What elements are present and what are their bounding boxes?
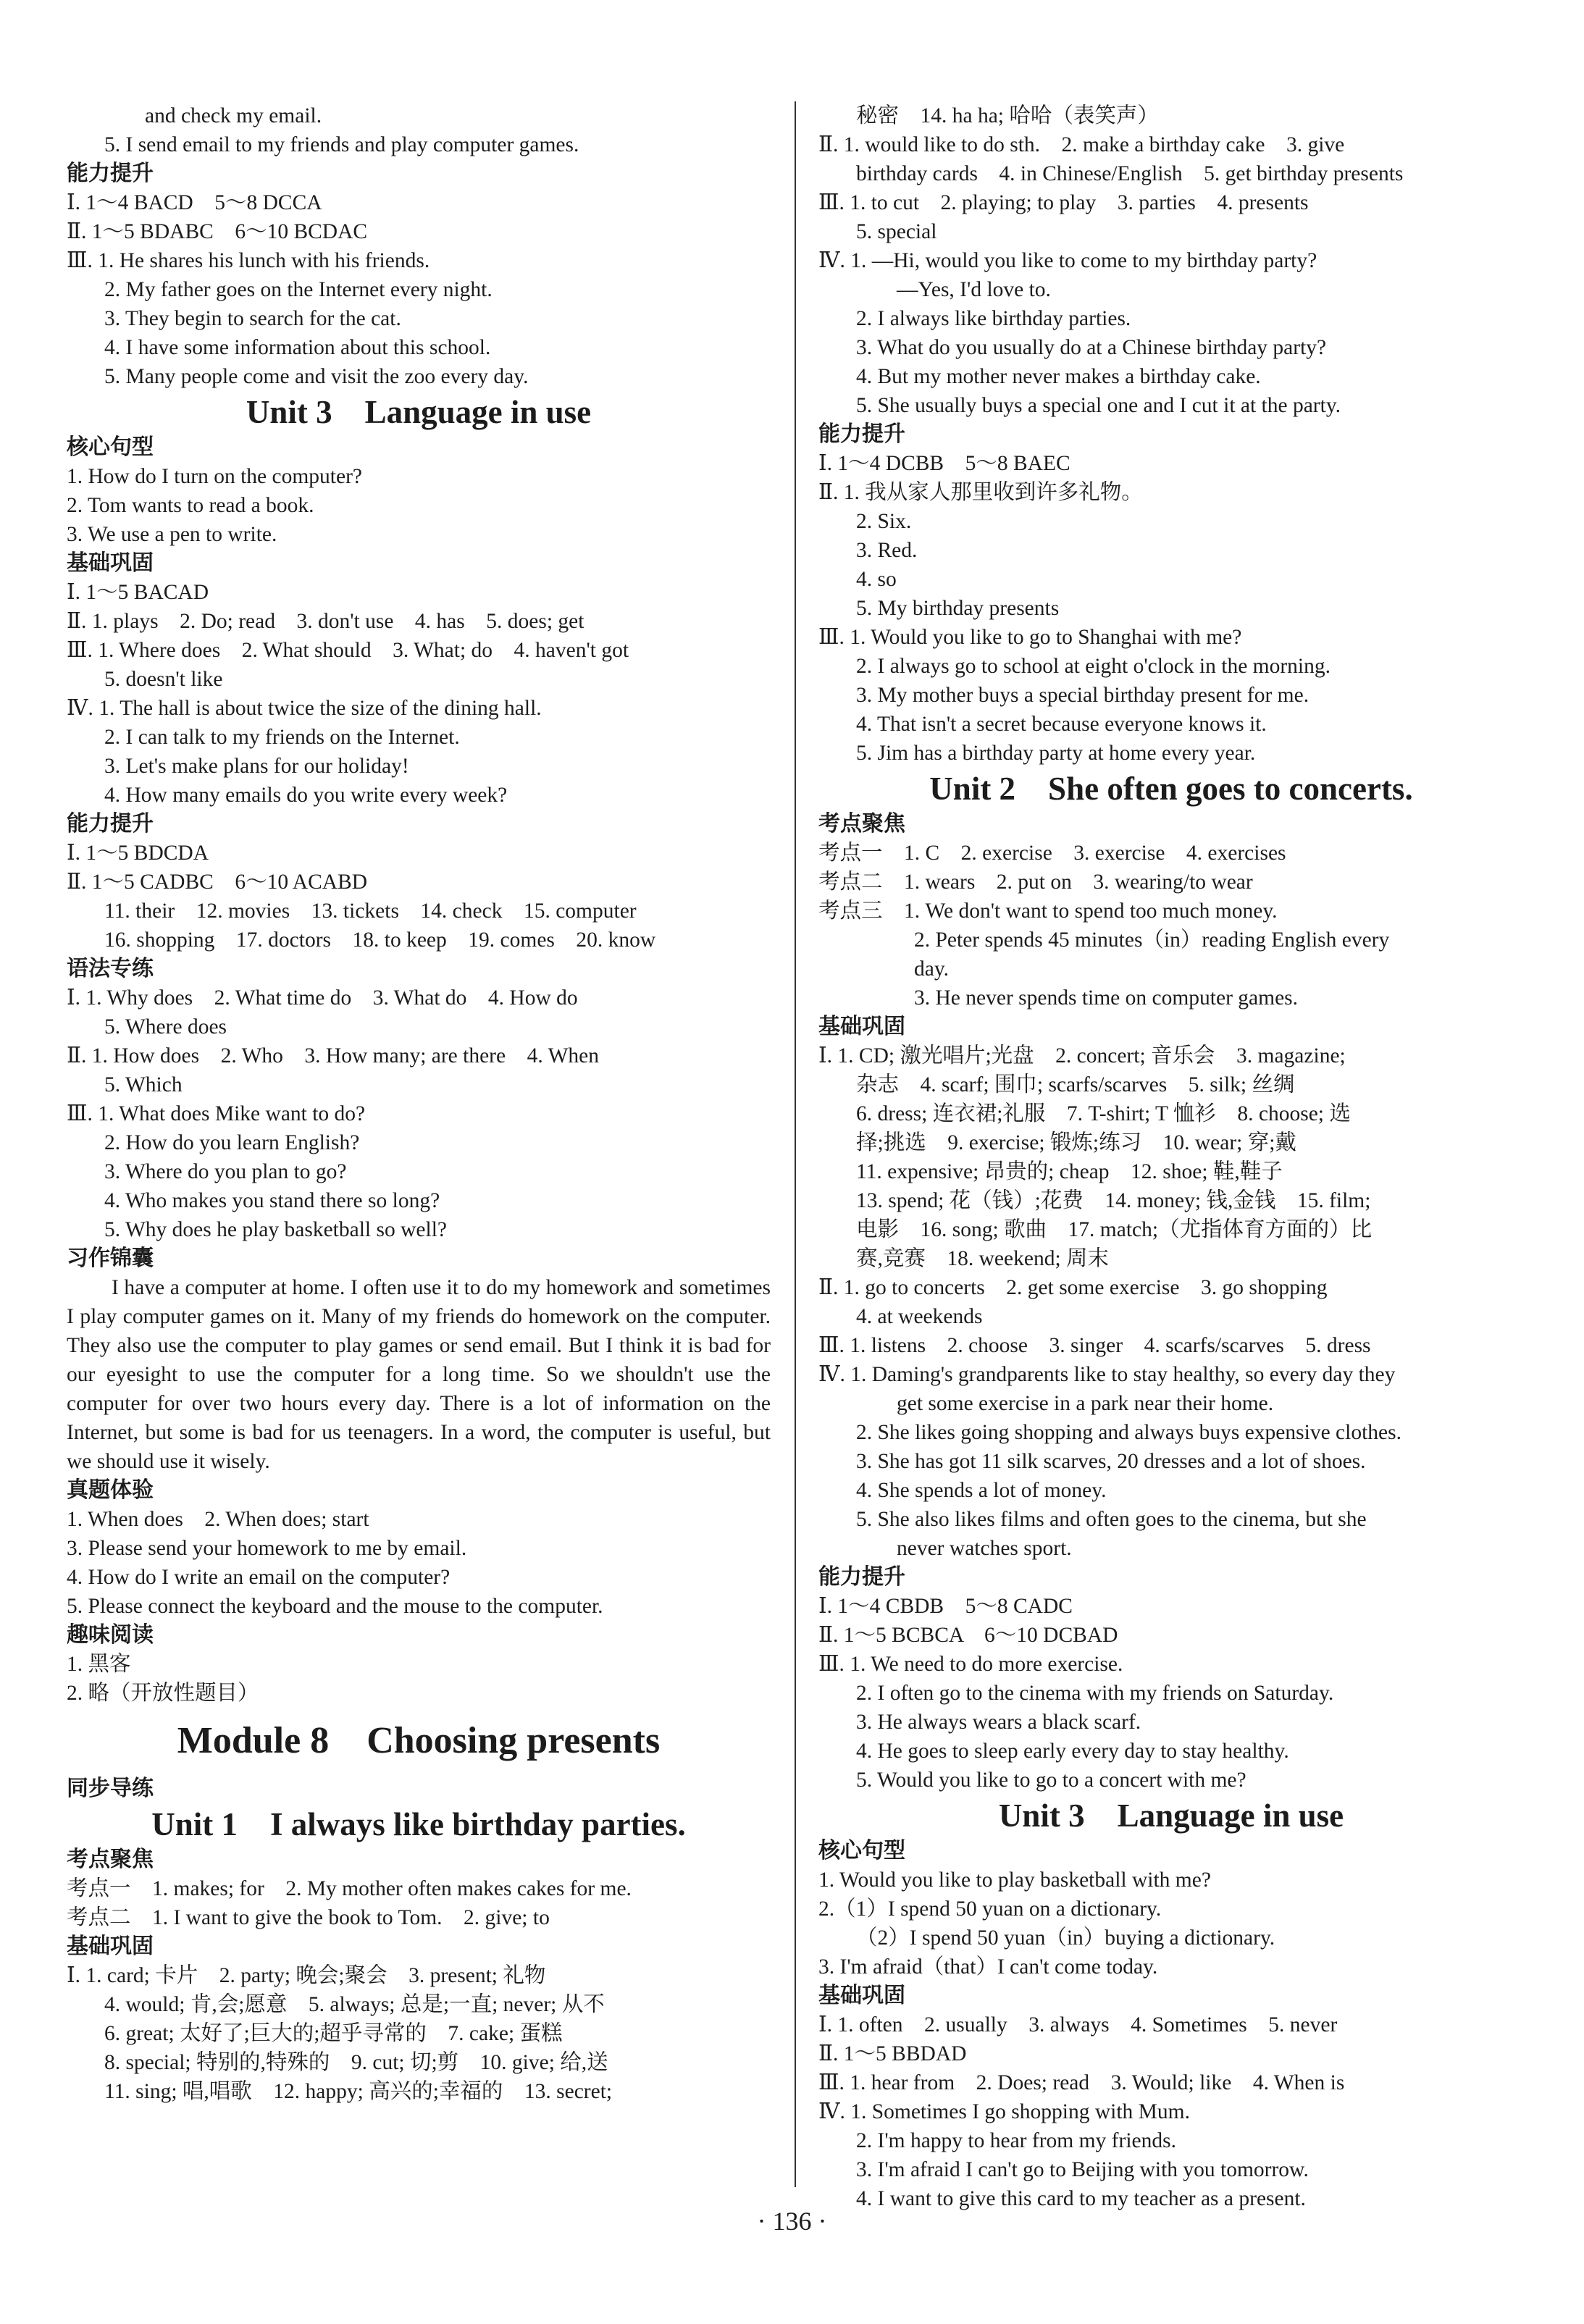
answer-line: Ⅳ. 1. —Hi, would you like to come to my birthday party? xyxy=(818,249,1317,272)
answer-line: 3. Red. xyxy=(856,539,918,562)
answer-line: 11. their 12. movies 13. tickets 14. check 15. computer xyxy=(104,899,637,923)
section-heading: 能力提升 xyxy=(818,1564,905,1590)
answer-line: Ⅲ. 1. listens 2. choose 3. singer 4. scarfs/scarves 5. dress xyxy=(818,1334,1371,1357)
answer-line: Ⅱ. 1～5 CADBC 6～10 ACABD xyxy=(67,871,368,894)
answer-line: 考点二 1. wears 2. put on 3. wearing/to wear xyxy=(818,871,1253,894)
answer-line: 2. I'm happy to hear from my friends. xyxy=(856,2129,1176,2152)
answer-line: 4. He goes to sleep early every day to stay healthy. xyxy=(856,1740,1289,1763)
answer-line: 5. special xyxy=(856,220,937,243)
answer-line: 4. I want to give this card to my teacher as a present. xyxy=(856,2187,1306,2210)
answer-line: 3. Please send your homework to me by email. xyxy=(67,1537,467,1560)
right-column xyxy=(818,101,1524,2213)
answer-line: Ⅳ. 1. Sometimes I go shopping with Mum. xyxy=(818,2100,1190,2123)
answer-line: 2. My father goes on the Internet every night. xyxy=(104,278,493,301)
answer-line: 3. She has got 11 silk scarves, 20 dresses and a lot of shoes. xyxy=(856,1450,1366,1473)
answer-line: 2. I often go to the cinema with my friends on Saturday. xyxy=(856,1682,1334,1705)
answer-line: Ⅱ. 1～5 BCBCA 6～10 DCBAD xyxy=(818,1624,1118,1647)
answer-line: 6. dress; 连衣裙;礼服 7. T-shirt; T 恤衫 8. choose; 选 xyxy=(856,1102,1351,1125)
answer-line: 5. doesn't like xyxy=(104,668,223,691)
answer-line: Ⅳ. 1. The hall is about twice the size of the dining hall. xyxy=(67,697,542,720)
answer-line: Ⅰ. 1～5 BACAD xyxy=(67,581,209,604)
answer-line: Ⅰ. 1～4 DCBB 5～8 BAEC xyxy=(818,452,1070,475)
answer-line: 5. Jim has a birthday party at home every year. xyxy=(856,742,1256,765)
answer-line: Ⅲ. 1. We need to do more exercise. xyxy=(818,1653,1123,1676)
answer-line: 2. Tom wants to read a book. xyxy=(67,494,314,517)
answer-line: 1. How do I turn on the computer? xyxy=(67,465,362,488)
answer-line: 3. He always wears a black scarf. xyxy=(856,1711,1141,1734)
answer-line: 3. Let's make plans for our holiday! xyxy=(104,755,409,778)
unit-title: Unit 3 Language in use xyxy=(998,1797,1344,1834)
answer-line: 杂志 4. scarf; 围巾; scarfs/scarves 5. silk; 丝绸 xyxy=(856,1073,1295,1096)
answer-line: Ⅰ. 1. card; 卡片 2. party; 晚会;聚会 3. present; 礼物 xyxy=(67,1964,546,1987)
answer-line: never watches sport. xyxy=(897,1537,1072,1560)
module-title: Module 8 Choosing presents xyxy=(177,1720,661,1761)
answer-line: 5. Which xyxy=(104,1073,183,1096)
answer-line: 4. She spends a lot of money. xyxy=(856,1479,1107,1502)
answer-line: Ⅱ. 1. would like to do sth. 2. make a birthday cake 3. give xyxy=(818,133,1345,156)
answer-line: 5. My birthday presents xyxy=(856,597,1060,620)
answer-line: Ⅱ. 1. plays 2. Do; read 3. don't use 4. has 5. does; get xyxy=(67,610,584,633)
answer-line: 2. 略（开放性题目） xyxy=(67,1682,259,1705)
section-heading: 语法专练 xyxy=(67,956,154,981)
answer-line: Ⅰ. 1. often 2. usually 3. always 4. Sometimes 5. never xyxy=(818,2013,1338,2036)
answer-line: Ⅲ. 1. He shares his lunch with his friends. xyxy=(67,249,430,272)
answer-line: 2. I always go to school at eight o'clock in the morning. xyxy=(856,655,1331,678)
answer-line: 4. at weekends xyxy=(856,1305,983,1328)
answer-line: Ⅰ. 1～4 BACD 5～8 DCCA xyxy=(67,191,322,214)
answer-line: 考点三 1. We don't want to spend too much money. xyxy=(818,899,1278,923)
section-heading: 同步导练 xyxy=(67,1776,154,1801)
answer-line: 秘密 14. ha ha; 哈哈（表笑声） xyxy=(856,104,1159,127)
answer-line: Ⅰ. 1. Why does 2. What time do 3. What do 4. How do xyxy=(67,986,578,1010)
section-heading: 基础巩固 xyxy=(67,1934,154,1959)
section-heading: 真题体验 xyxy=(67,1477,154,1503)
column-divider xyxy=(795,101,796,2187)
answer-line: Ⅲ. 1. Would you like to go to Shanghai with me? xyxy=(818,626,1242,649)
answer-line: 4. so xyxy=(856,568,897,591)
answer-line: 5. Many people come and visit the zoo every day. xyxy=(104,365,529,388)
page-number: · 136 · xyxy=(757,2207,827,2236)
answer-line: 考点一 1. makes; for 2. My mother often makes cakes for me. xyxy=(67,1877,632,1900)
answer-line: Ⅲ. 1. What does Mike want to do? xyxy=(67,1102,366,1125)
answer-line: 4. That isn't a secret because everyone knows it. xyxy=(856,713,1267,736)
answer-line: 6. great; 太好了;巨大的;超乎寻常的 7. cake; 蛋糕 xyxy=(104,2022,563,2045)
answer-line: 1. 黑客 xyxy=(67,1653,131,1676)
answer-line: 3. Where do you plan to go? xyxy=(104,1160,347,1183)
answer-line: 11. expensive; 昂贵的; cheap 12. shoe; 鞋,鞋子 xyxy=(856,1160,1283,1183)
answer-line: 13. spend; 花（钱）;花费 14. money; 钱,金钱 15. film; xyxy=(856,1189,1371,1212)
answer-line: 赛,竞赛 18. weekend; 周末 xyxy=(856,1247,1110,1270)
answer-line: Ⅲ. 1. hear from 2. Does; read 3. Would; like 4. When is xyxy=(818,2071,1345,2094)
left-column xyxy=(67,101,771,2106)
answer-line: 16. shopping 17. doctors 18. to keep 19. comes 20. know xyxy=(104,928,656,952)
answer-line: day. xyxy=(914,957,950,981)
answer-line: Ⅲ. 1. to cut 2. playing; to play 3. parties 4. presents xyxy=(818,191,1309,214)
unit-title: Unit 2 She often goes to concerts. xyxy=(929,771,1413,807)
answer-line: 4. But my mother never makes a birthday cake. xyxy=(856,365,1261,388)
section-heading: 习作锦囊 xyxy=(67,1246,154,1271)
answer-line: 1. Would you like to play basketball with me? xyxy=(818,1868,1211,1892)
answer-line: and check my email. xyxy=(145,104,322,127)
answer-line: 3. He never spends time on computer games. xyxy=(914,986,1299,1010)
section-heading: 基础巩固 xyxy=(818,1014,905,1039)
answer-line: 2.（1）I spend 50 yuan on a dictionary. xyxy=(818,1897,1162,1921)
answer-line: 5. She usually buys a special one and I cut it at the party. xyxy=(856,394,1341,417)
answer-line: 2. How do you learn English? xyxy=(104,1131,360,1154)
answer-line: 3. They begin to search for the cat. xyxy=(104,307,401,330)
answer-line: 3. What do you usually do at a Chinese birthday party? xyxy=(856,336,1327,359)
unit-title: Unit 1 I always like birthday parties. xyxy=(151,1806,686,1842)
answer-line: birthday cards 4. in Chinese/English 5. get birthday presents xyxy=(856,162,1404,185)
answer-line: 8. special; 特别的,特殊的 9. cut; 切;剪 10. give; 给,送 xyxy=(104,2051,608,2074)
paragraph: I have a computer at home. I often use it to do my homework and sometimes I play computer games on it. Many of my friends do homework on the computer. They also use the computer to play games or send email. But I think it is bad for our eyesight to use the computer for a long time. So we shouldn't use the computer for over two hours every day. There is a lot of information on the Internet, but some is bad for us teenagers. In a word, the computer is useful, but we should use it wisely. xyxy=(67,1276,771,1473)
answer-line: 3. I'm afraid（that）I can't come today. xyxy=(818,1955,1158,1979)
answer-line: —Yes, I'd love to. xyxy=(897,278,1051,301)
answer-line: Ⅱ. 1. go to concerts 2. get some exercise 3. go shopping xyxy=(818,1276,1328,1299)
answer-line: 5. I send email to my friends and play computer games. xyxy=(104,133,579,156)
answer-line: 考点二 1. I want to give the book to Tom. 2. give; to xyxy=(67,1906,550,1929)
section-heading: 核心句型 xyxy=(818,1838,905,1863)
section-heading: 考点聚焦 xyxy=(67,1847,154,1872)
answer-line: 3. I'm afraid I can't go to Beijing with you tomorrow. xyxy=(856,2158,1309,2181)
answer-line: 4. How do I write an email on the computer? xyxy=(67,1566,451,1589)
answer-line: 5. Would you like to go to a concert with me? xyxy=(856,1769,1246,1792)
answer-line: 4. Who makes you stand there so long? xyxy=(104,1189,440,1212)
answer-line: Ⅲ. 1. Where does 2. What should 3. What; do 4. haven't got xyxy=(67,639,629,662)
answer-line: 3. We use a pen to write. xyxy=(67,523,277,546)
answer-line: Ⅳ. 1. Daming's grandparents like to stay healthy, so every day they xyxy=(818,1363,1396,1386)
answer-line: 2. Six. xyxy=(856,510,912,533)
section-heading: 能力提升 xyxy=(67,811,154,836)
answer-line: Ⅱ. 1. 我从家人那里收到许多礼物。 xyxy=(818,481,1143,504)
answer-line: 11. sing; 唱,唱歌 12. happy; 高兴的;幸福的 13. secret; xyxy=(104,2080,613,2103)
section-heading: 考点聚焦 xyxy=(818,811,905,836)
answer-line: Ⅱ. 1. How does 2. Who 3. How many; are there 4. When xyxy=(67,1044,600,1067)
answer-line: 4. I have some information about this school. xyxy=(104,336,491,359)
section-heading: 核心句型 xyxy=(67,435,154,460)
section-heading: 基础巩固 xyxy=(67,550,154,576)
answer-line: 5. She also likes films and often goes to the cinema, but she xyxy=(856,1508,1367,1531)
answer-line: 电影 16. song; 歌曲 17. match;（尤指体育方面的）比 xyxy=(856,1218,1373,1241)
answer-line: 2. She likes going shopping and always buys expensive clothes. xyxy=(856,1421,1401,1444)
answer-line: Ⅰ. 1～4 CBDB 5～8 CADC xyxy=(818,1595,1073,1618)
answer-line: 考点一 1. C 2. exercise 3. exercise 4. exercises xyxy=(818,842,1286,865)
answer-line: 择;挑选 9. exercise; 锻炼;练习 10. wear; 穿;戴 xyxy=(856,1131,1296,1154)
answer-line: 2. I always like birthday parties. xyxy=(856,307,1131,330)
answer-line: Ⅱ. 1～5 BBDAD xyxy=(818,2042,967,2065)
answer-line: 4. How many emails do you write every week? xyxy=(104,784,508,807)
answer-line: Ⅰ. 1. CD; 激光唱片;光盘 2. concert; 音乐会 3. magazine; xyxy=(818,1044,1346,1067)
answer-line: 1. When does 2. When does; start xyxy=(67,1508,369,1531)
answer-line: get some exercise in a park near their home. xyxy=(897,1392,1274,1415)
answer-line: 4. would; 肯,会;愿意 5. always; 总是;一直; never; 从不 xyxy=(104,1993,605,2016)
section-heading: 基础巩固 xyxy=(818,1983,905,2008)
answer-line: （2）I spend 50 yuan（in）buying a dictionary. xyxy=(856,1926,1275,1950)
answer-line: 2. Peter spends 45 minutes（in）reading English every xyxy=(914,928,1390,952)
unit-title: Unit 3 Language in use xyxy=(246,394,592,430)
answer-line: 5. Why does he play basketball so well? xyxy=(104,1218,447,1241)
answer-line: Ⅰ. 1～5 BDCDA xyxy=(67,842,209,865)
answer-line: 5. Where does xyxy=(104,1015,227,1039)
answer-line: Ⅱ. 1～5 BDABC 6～10 BCDAC xyxy=(67,220,368,243)
section-heading: 能力提升 xyxy=(818,421,905,447)
answer-line: 5. Please connect the keyboard and the mouse to the computer. xyxy=(67,1595,603,1618)
section-heading: 趣味阅读 xyxy=(67,1622,154,1648)
answer-line: 2. I can talk to my friends on the Internet. xyxy=(104,726,460,749)
answer-line: 3. My mother buys a special birthday present for me. xyxy=(856,684,1309,707)
section-heading: 能力提升 xyxy=(67,161,154,186)
